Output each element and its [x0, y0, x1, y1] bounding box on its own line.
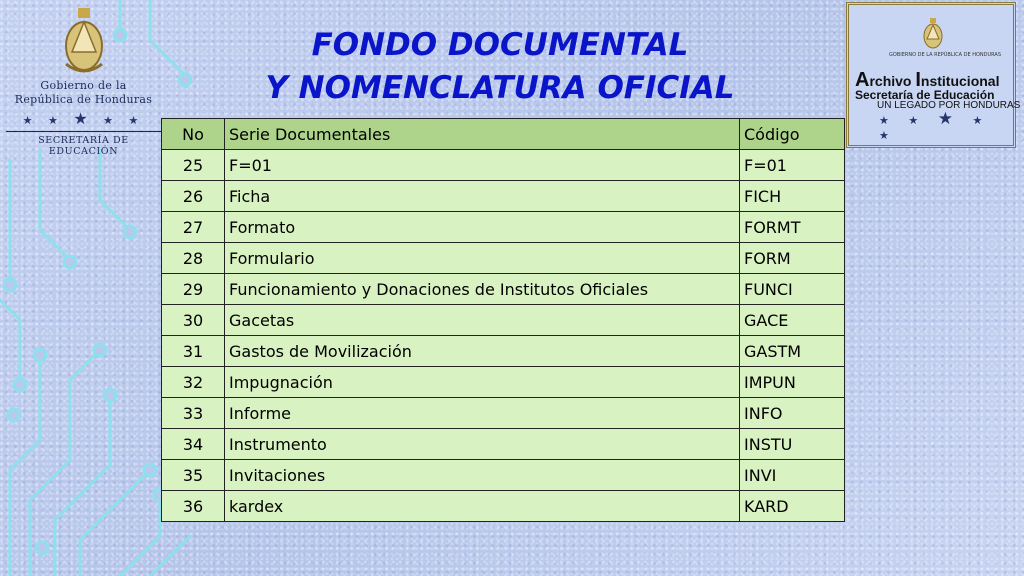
cell-serie: Instrumento: [225, 429, 740, 460]
series-table: [161, 118, 845, 522]
gov-line-2: República de Honduras: [14, 93, 153, 106]
cell-codigo: FORMT: [740, 212, 845, 243]
table-row: [162, 212, 845, 243]
header-serie: Serie Documentales: [225, 119, 740, 150]
cell-no: 25: [162, 150, 225, 181]
cell-no: 32: [162, 367, 225, 398]
cell-serie: Invitaciones: [225, 460, 740, 491]
cell-no: 35: [162, 460, 225, 491]
logo-small-text: GOBIERNO DE LA REPÚBLICA DE HONDURAS: [889, 52, 1002, 58]
cell-no: 29: [162, 274, 225, 305]
table-row: [162, 336, 845, 367]
cell-serie: Funcionamiento y Donaciones de Institutos Oficiales: [225, 274, 740, 305]
title-line-1: FONDO DOCUMENTAL: [311, 27, 689, 63]
cell-serie: Gacetas: [225, 305, 740, 336]
archivo-subtitle: Secretaría de Educación: [855, 88, 995, 102]
honduras-coat-of-arms-icon: [60, 6, 108, 78]
cell-serie: Informe: [225, 398, 740, 429]
header-codigo: Código: [740, 119, 845, 150]
cell-codigo: IMPUN: [740, 367, 845, 398]
cell-codigo: GASTM: [740, 336, 845, 367]
table-row: [162, 398, 845, 429]
cell-serie: Formulario: [225, 243, 740, 274]
archivo-title-cap-i: I: [915, 69, 921, 91]
table-header-row: [162, 119, 845, 150]
table-row: [162, 460, 845, 491]
cell-serie: Formato: [225, 212, 740, 243]
government-logo: [6, 6, 161, 157]
cell-serie: kardex: [225, 491, 740, 522]
cell-serie: Impugnación: [225, 367, 740, 398]
honduras-coat-of-arms-icon: [921, 17, 945, 51]
cell-no: 30: [162, 305, 225, 336]
header-no: No: [162, 119, 225, 150]
stars-icon: ★ ★ ★ ★ ★: [22, 109, 145, 128]
table-row: [162, 181, 845, 212]
table-row: [162, 491, 845, 522]
cell-no: 26: [162, 181, 225, 212]
archivo-title-part1: rchivo: [869, 73, 916, 89]
gov-line-1: Gobierno de la: [40, 79, 127, 92]
cell-no: 31: [162, 336, 225, 367]
cell-serie: Gastos de Movilización: [225, 336, 740, 367]
table-row: [162, 150, 845, 181]
archivo-institucional-logo: [846, 2, 1021, 148]
cell-no: 27: [162, 212, 225, 243]
cell-serie: F=01: [225, 150, 740, 181]
cell-no: 36: [162, 491, 225, 522]
stars-icon: ★ ★ ★ ★ ★: [879, 109, 991, 142]
cell-codigo: F=01: [740, 150, 845, 181]
page-title: [220, 24, 780, 110]
cell-codigo: GACE: [740, 305, 845, 336]
cell-codigo: FUNCI: [740, 274, 845, 305]
cell-codigo: INFO: [740, 398, 845, 429]
table-row: [162, 305, 845, 336]
cell-no: 33: [162, 398, 225, 429]
cell-codigo: INVI: [740, 460, 845, 491]
archivo-title-cap-a: A: [855, 69, 870, 91]
archivo-title-part2: nstitucional: [920, 73, 1000, 89]
table-row: [162, 429, 845, 460]
cell-codigo: FICH: [740, 181, 845, 212]
cell-codigo: INSTU: [740, 429, 845, 460]
secretaria-label: SECRETARÍA DE EDUCACIÓN: [6, 131, 161, 157]
cell-codigo: KARD: [740, 491, 845, 522]
table-row: [162, 243, 845, 274]
title-line-2: Y NOMENCLATURA OFICIAL: [265, 70, 735, 106]
cell-no: 28: [162, 243, 225, 274]
cell-serie: Ficha: [225, 181, 740, 212]
cell-no: 34: [162, 429, 225, 460]
cell-codigo: FORM: [740, 243, 845, 274]
archivo-legado: UN LEGADO POR HONDURAS: [877, 100, 1021, 111]
table-row: [162, 274, 845, 305]
table-row: [162, 367, 845, 398]
